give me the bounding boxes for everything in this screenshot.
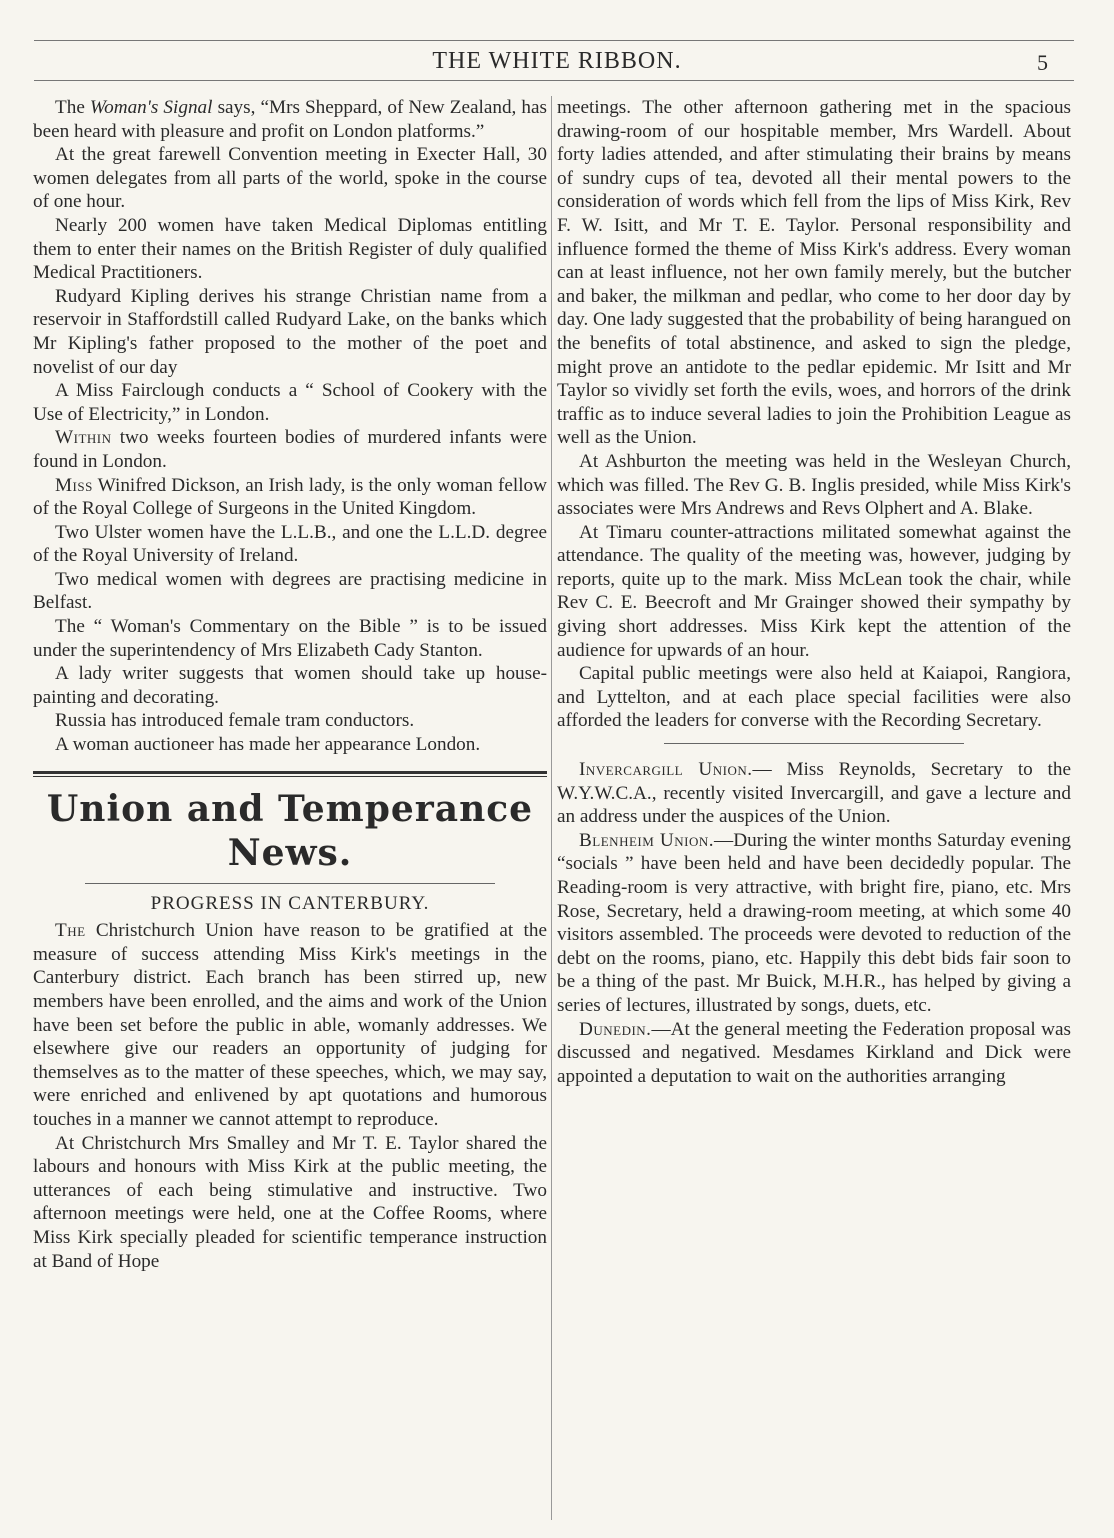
running-title: THE WHITE RIBBON.: [432, 48, 682, 74]
column-divider: [551, 96, 552, 1520]
text: Christchurch Union have reason to be gratified at the measure of success attending Miss Kirk's meetings in the Canterbury district. Each branch has been stirred up, new members have been enrolled, and the aims and work of the Union have been set before the public in able, womanly addresses. We elsewhere give our readers an opportunity of judging for themselves as to the matter of these speeches, which, we may say, were enriched and enlivened by apt quotations and humorous touches in a manner we cannot attempt to reproduce.: [33, 920, 547, 1130]
paragraph: A woman auctioneer has made her appearance London.: [55, 734, 481, 756]
paragraph: A Miss Fairclough conducts a “ School of Cookery with the Use of Electricity,” in London.: [33, 380, 547, 425]
paragraph: Russia has introduced female tram conductors.: [55, 710, 415, 732]
union-name: Dunedin.: [579, 1018, 652, 1040]
paragraph: [557, 1018, 1071, 1089]
paragraph: meetings. The other afternoon gathering met in the spacious drawing-room of our hospitable member, Mrs Wardell. About forty ladies attended, and after stimulating their brains by means of sundry cups of tea, devoted all their mental powers to the consideration of words which fell from the lips of Miss Kirk, Rev F. W. Isitt, and Mr T. E. Taylor. Personal responsibility and influence formed the theme of Miss Kirk's address. Every woman can at least influence, not her own family merely, but the butcher and baker, the milkman and pedlar, who come to her door day by day. One lady suggested that the probability of being harangued on the benefits of total abstinence, and asked to sign the pledge, might prove an antidote to the pedlar epidemic. Mr Isitt and Mr Taylor so vividly set forth the evils, woes, and horrors of the drink traffic as to induce several ladies to join the Prohibition League as well as the Union.: [557, 97, 1072, 449]
paragraph: [33, 96, 547, 143]
text: says, “Mrs Sheppard, of New Zealand, has been heard with pleasure and profit on London platforms.”: [33, 97, 547, 142]
paragraph: [33, 919, 547, 1131]
text: Winifred Dickson, an Irish lady, is the only woman fellow of the Royal College of Surgeons in the United Kingdom.: [33, 474, 547, 520]
article-subheading: PROGRESS IN CANTERBURY.: [150, 892, 430, 914]
lead-word: The: [55, 920, 86, 942]
text: — Miss Reynolds, Secretary to the W.Y.W.C.A., recently visited Invercargill, and gave a lecture and an address under the auspices of the Union.: [557, 759, 1071, 828]
publication-title: Woman's Signal: [89, 97, 213, 118]
paragraph: A lady writer suggests that women should take up house-painting and decorating.: [33, 663, 547, 708]
section-rule: [33, 771, 547, 777]
text: two weeks fourteen bodies of murdered infants were found in London.: [33, 427, 547, 472]
heading-rule: [85, 883, 495, 884]
text: The: [55, 97, 90, 118]
paragraph: Nearly 200 women have taken Medical Diplomas entitling them to enter their names on the British Register of duly qualified Medical Practitioners.: [33, 214, 547, 284]
paragraph: [33, 426, 547, 473]
paragraph: [557, 829, 1071, 1018]
paragraph: At Christchurch Mrs Smalley and Mr T. E. Taylor shared the labours and honours with Miss Kirk at the public meeting, the utterances of each being stimulative and instructive. Two afternoon meetings were held, one at the Coffee Rooms, where Miss Kirk specially pleaded for scientific temperance instruction at Band of Hope: [33, 1132, 547, 1272]
paragraph: [557, 758, 1071, 829]
header-bottom-rule: [34, 80, 1074, 81]
text: —At the general meeting the Federation proposal was discussed and negatived. Mesdames Kirkland and Dick were appointed a deputation to wait on the authorities arranging: [557, 1018, 1071, 1087]
paragraph: At the great farewell Convention meeting in Execter Hall, 30 women delegates from all parts of the world, spoke in the course of one hour.: [33, 144, 547, 213]
paragraph: At Timaru counter-attractions militated somewhat against the attendance. The quality of the meeting was, however, judging by reports, quite up to the mark. Miss McLean took the chair, while Rev C. E. Beecroft and Mr Grainger showed their sympathy by giving short addresses. Miss Kirk kept the attention of the audience for upwards of an hour.: [557, 521, 1071, 661]
lead-word: Miss: [55, 474, 93, 496]
section-divider: [664, 743, 964, 744]
page-number: 5: [1037, 50, 1048, 75]
union-name: Blenheim Union.: [579, 829, 715, 851]
header-top-rule: [34, 40, 1074, 41]
paragraph: The “ Woman's Commentary on the Bible ” is to be issued under the superintendency of Mrs Elizabeth Cady Stanton.: [33, 616, 547, 661]
lead-word: Within: [55, 427, 112, 449]
paragraph: Two medical women with degrees are practising medicine in Belfast.: [33, 568, 547, 614]
paragraph: At Ashburton the meeting was held in the Wesleyan Church, which was filled. The Rev G. B. Inglis presided, while Miss Kirk's associates were Mrs Andrews and Revs Olphert and A. Blake.: [557, 450, 1071, 520]
paragraph: Capital public meetings were also held at Kaiapoi, Rangiora, and Lyttelton, and at each place special facilities were also afforded the leaders for converse with the Recording Secretary.: [557, 663, 1071, 732]
right-column: [557, 96, 1071, 1088]
paragraph: Rudyard Kipling derives his strange Christian name from a reservoir in Staffordstill called Rudyard Lake, on the banks which Mr Kipling's father proposed to the mother of the poet and novelist of our day: [33, 285, 547, 378]
section-heading: Union and Temperance News.: [46, 787, 534, 874]
union-name: Invercargill Union.: [579, 759, 753, 781]
left-column: [33, 96, 547, 1273]
paragraph: [33, 474, 547, 521]
text: —During the winter months Saturday evening “socials ” have been held and have been decidedly popular. The Reading-room is very attractive, with bright fire, piano, etc. Mrs Rose, Secretary, held a drawing-room meeting, at which some 40 visitors assembled. The proceeds were devoted to reduction of the debt on the rooms, piano, etc. Happily this debt bids fair soon to be a thing of the past. Mr Buick, M.H.R., has helped by giving a series of lectures, illustrated by songs, duets, etc.: [557, 829, 1072, 1016]
paragraph: Two Ulster women have the L.L.B., and one the L.L.D. degree of the Royal University of Ireland.: [33, 521, 547, 567]
